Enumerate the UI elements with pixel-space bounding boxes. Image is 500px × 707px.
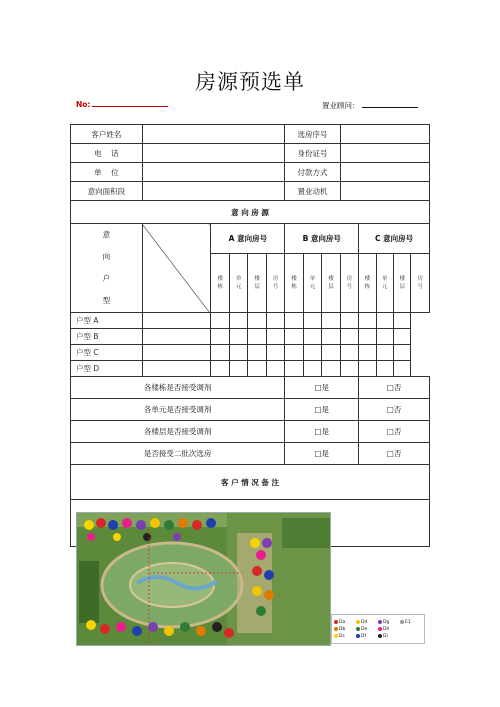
adjust-question-label: 是否接受二批次选房: [71, 443, 285, 465]
legend-label: Df: [361, 633, 367, 639]
room-subcol-header: [303, 254, 321, 313]
room-subcol-char: 元: [235, 284, 242, 291]
room-subcol-header: [322, 254, 340, 313]
room-choice-cell[interactable]: [322, 345, 340, 361]
house-type-label: [71, 224, 143, 313]
legend-item: [356, 634, 378, 639]
room-subcol-char: 单: [382, 276, 388, 283]
house-type-char: 型: [102, 296, 111, 305]
room-choice-cell[interactable]: [303, 361, 321, 377]
room-choice-cell[interactable]: [359, 313, 376, 329]
legend-item: [334, 634, 356, 639]
form-number-line[interactable]: [92, 100, 168, 107]
house-type-char: 向: [102, 252, 111, 261]
room-choice-cell[interactable]: [303, 329, 321, 345]
room-subcol-header: [248, 254, 266, 313]
room-subcol-char: 楼: [399, 276, 405, 283]
motive-label: 置业动机: [285, 182, 340, 201]
room-choice-cell[interactable]: [322, 329, 340, 345]
legend-label: Di: [383, 633, 388, 639]
site-plan-legend: [331, 614, 425, 644]
room-subcol-char: 单: [235, 276, 242, 283]
adjust-question-label: 各楼栋是否接受调剂: [71, 377, 285, 399]
room-subcol-header: [340, 254, 358, 313]
room-choice-cell[interactable]: [340, 345, 358, 361]
adjust-question-label: 各单元是否接受调剂: [71, 399, 285, 421]
room-choice-cell[interactable]: [211, 361, 229, 377]
room-subcol-char: 层: [254, 284, 260, 291]
legend-dot-icon: [334, 620, 338, 624]
room-choice-cell[interactable]: [340, 329, 358, 345]
site-plan-drawing: [77, 513, 330, 645]
room-subcol-char: 号: [346, 284, 353, 291]
room-subcol-char: 层: [328, 284, 334, 291]
room-subcol-header: [285, 254, 303, 313]
customer-name-label: 客户姓名: [71, 125, 143, 144]
yes-checkbox[interactable]: □是: [285, 443, 359, 465]
room-choice-cell[interactable]: [229, 329, 247, 345]
payment-label: 付款方式: [285, 163, 340, 182]
legend-dot-icon: [334, 634, 338, 638]
room-choice-cell[interactable]: [266, 361, 285, 377]
room-subcol-header: [229, 254, 247, 313]
advisor-label: 置业顾问：: [322, 101, 360, 110]
legend-label: Dd: [361, 619, 368, 625]
room-choice-cell[interactable]: [340, 361, 358, 377]
room-choice-cell[interactable]: [142, 345, 211, 361]
area-input[interactable]: [142, 182, 285, 201]
room-choice-cell[interactable]: [229, 361, 247, 377]
room-choice-cell[interactable]: [340, 313, 358, 329]
room-choice-cell[interactable]: [248, 361, 266, 377]
room-choice-cell[interactable]: [266, 345, 285, 361]
legend-dot-icon: [378, 634, 382, 638]
yes-checkbox[interactable]: □是: [285, 399, 359, 421]
room-choice-cell[interactable]: [359, 345, 376, 361]
legend-item: [356, 620, 378, 625]
room-subcol-char: 单: [309, 276, 316, 283]
room-choice-cell[interactable]: [285, 345, 303, 361]
room-choice-cell[interactable]: [394, 361, 411, 377]
room-subcol-char: 房: [272, 276, 279, 283]
diagonal-header-cell: [142, 224, 211, 313]
unit-input[interactable]: [142, 163, 285, 182]
room-choice-cell[interactable]: [322, 313, 340, 329]
room-subcol-header: [211, 254, 229, 313]
id-no-label: 身份证号: [285, 144, 340, 163]
room-choice-cell[interactable]: [394, 345, 411, 361]
room-subcol-header: [411, 254, 430, 313]
legend-dot-icon: [356, 620, 360, 624]
room-choice-cell[interactable]: [266, 313, 285, 329]
room-choice-cell[interactable]: [303, 313, 321, 329]
room-subcol-char: 楼: [364, 276, 371, 283]
room-subcol-char: 楼: [254, 276, 260, 283]
room-choice-cell[interactable]: [394, 329, 411, 345]
room-subcol-char: 栋: [217, 284, 223, 291]
form-number: [76, 100, 168, 109]
room-subcol-char: 元: [382, 284, 388, 291]
legend-dot-icon: [378, 620, 382, 624]
group-a-header: A 意向房号: [211, 224, 285, 254]
room-choice-cell[interactable]: [248, 329, 266, 345]
unit-label: 单 位: [71, 163, 143, 182]
legend-item: [400, 627, 422, 632]
room-choice-cell[interactable]: [376, 313, 393, 329]
room-choice-cell[interactable]: [359, 361, 376, 377]
room-subcol-char: 层: [399, 284, 405, 291]
legend-label: Db: [339, 626, 346, 632]
legend-item: [334, 627, 356, 632]
legend-dot-icon: [378, 627, 382, 631]
id-no-input[interactable]: [340, 144, 429, 163]
advisor-line[interactable]: [362, 101, 418, 108]
room-subcol-char: 楼: [291, 276, 297, 283]
room-subcol-char: 房: [346, 276, 353, 283]
legend-label: Dg: [383, 619, 390, 625]
room-choice-cell[interactable]: [142, 329, 211, 345]
seq-no-label: 选房序号: [285, 125, 340, 144]
room-choice-cell[interactable]: [211, 313, 229, 329]
room-choice-cell[interactable]: [322, 361, 340, 377]
room-choice-cell[interactable]: [142, 313, 211, 329]
room-choice-cell[interactable]: [285, 329, 303, 345]
legend-item: [400, 620, 422, 625]
legend-label: Dc: [339, 633, 345, 639]
phone-input[interactable]: [142, 144, 285, 163]
group-b-header: B 意向房号: [285, 224, 359, 254]
payment-input[interactable]: [340, 163, 429, 182]
room-subcol-char: 栋: [364, 284, 371, 291]
adjust-question-label: 各楼层是否接受调剂: [71, 421, 285, 443]
no-checkbox[interactable]: □否: [359, 421, 430, 443]
room-subcol-header: [394, 254, 411, 313]
house-type-row-label: 户型 B: [71, 329, 143, 345]
room-choice-cell[interactable]: [359, 329, 376, 345]
area-label: 意向面积段: [71, 182, 143, 201]
house-type-char: 户: [102, 274, 111, 283]
page-title: 房源预选单: [195, 70, 305, 94]
room-choice-cell[interactable]: [248, 313, 266, 329]
room-choice-cell[interactable]: [285, 313, 303, 329]
room-subcol-char: 栋: [291, 284, 297, 291]
room-choice-cell[interactable]: [211, 329, 229, 345]
room-choice-cell[interactable]: [266, 329, 285, 345]
form-number-label: No:: [76, 100, 91, 109]
room-subcol-header: [376, 254, 393, 313]
legend-label: Da: [339, 619, 346, 625]
seq-no-input[interactable]: [340, 125, 429, 144]
remarks-title: 客 户 情 况 备 注: [71, 465, 430, 500]
room-subcol-char: 元: [309, 284, 316, 291]
room-subcol-header: [359, 254, 376, 313]
no-checkbox[interactable]: □否: [359, 443, 430, 465]
no-checkbox[interactable]: □否: [359, 399, 430, 421]
customer-name-input[interactable]: [142, 125, 285, 144]
intent-section-title: 意 向 房 源: [71, 201, 430, 224]
room-choice-cell[interactable]: [376, 329, 393, 345]
room-subcol-char: 号: [272, 284, 279, 291]
room-choice-cell[interactable]: [248, 345, 266, 361]
site-plan-image: [76, 512, 331, 646]
room-subcol-char: 号: [417, 284, 423, 291]
group-c-header: C 意向房号: [359, 224, 430, 254]
room-choice-cell[interactable]: [211, 345, 229, 361]
house-type-row-label: 户型 C: [71, 345, 143, 361]
no-checkbox[interactable]: □否: [359, 377, 430, 399]
legend-label: Dh: [383, 626, 390, 632]
advisor-field: [322, 100, 418, 111]
room-choice-cell[interactable]: [229, 313, 247, 329]
room-choice-cell[interactable]: [229, 345, 247, 361]
yes-checkbox[interactable]: □是: [285, 377, 359, 399]
house-type-row-label: 户型 A: [71, 313, 143, 329]
legend-dot-icon: [356, 634, 360, 638]
preselection-form: [70, 124, 430, 547]
legend-dot-icon: [334, 627, 338, 631]
house-type-row-label: 户型 D: [71, 361, 143, 377]
legend-item: [334, 620, 356, 625]
legend-item: [378, 620, 400, 625]
room-choice-cell[interactable]: [376, 345, 393, 361]
room-subcol-header: [266, 254, 285, 313]
room-subcol-char: 楼: [217, 276, 223, 283]
legend-item: [378, 627, 400, 632]
legend-item: [378, 634, 400, 639]
house-type-char: 意: [102, 230, 111, 239]
room-choice-cell[interactable]: [394, 313, 411, 329]
room-subcol-char: 楼: [328, 276, 334, 283]
motive-input[interactable]: [340, 182, 429, 201]
room-choice-cell[interactable]: [142, 361, 211, 377]
legend-label: E1: [405, 619, 411, 625]
room-choice-cell[interactable]: [303, 345, 321, 361]
phone-label: 电 话: [71, 144, 143, 163]
legend-label: De: [361, 626, 368, 632]
room-choice-cell[interactable]: [285, 361, 303, 377]
room-choice-cell[interactable]: [376, 361, 393, 377]
legend-item: [356, 627, 378, 632]
yes-checkbox[interactable]: □是: [285, 421, 359, 443]
legend-dot-icon: [356, 627, 360, 631]
legend-dot-icon: [400, 620, 404, 624]
room-subcol-char: 房: [417, 276, 423, 283]
